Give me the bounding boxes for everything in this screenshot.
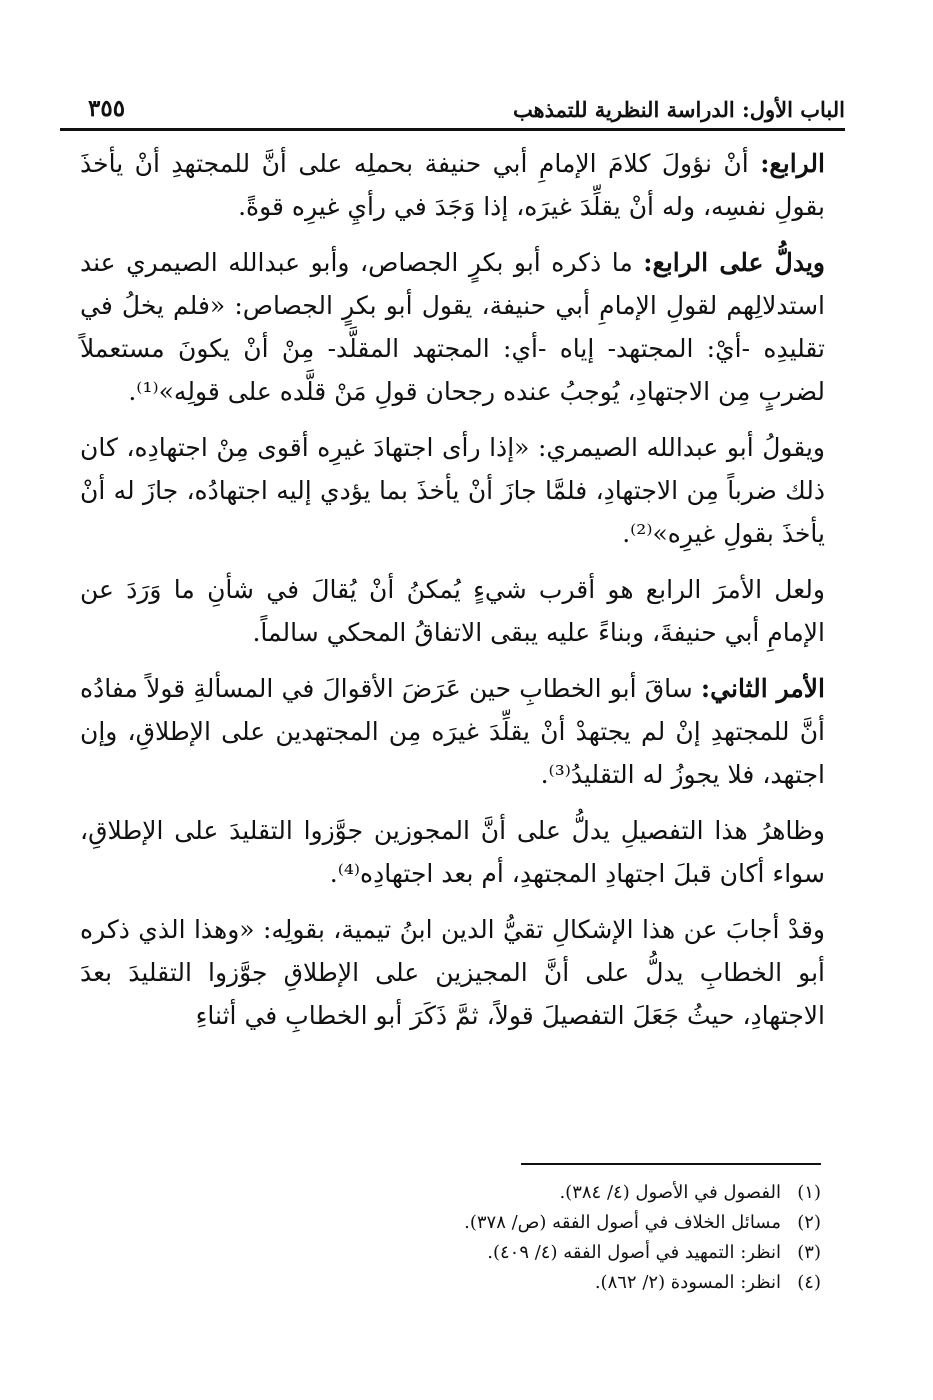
- footnote: [121, 1208, 821, 1238]
- footnote-number: (٣): [797, 1242, 821, 1263]
- paragraph-text: ولعل الأمرَ الرابع هو أقرب شيءٍ يُمكنُ أنْ يُقالَ في شأنِ ما وَرَدَ عن الإمامِ أبي حنيفةَ، وبناءً عليه يبقى الاتفاقُ المحكي سالماً.: [80, 575, 825, 647]
- footnote: [121, 1238, 821, 1268]
- footnote-number: (٤): [797, 1272, 821, 1293]
- footnote-text: الفصول في الأصول (٤/ ٣٨٤).: [559, 1182, 781, 1203]
- page-number: ٣٥٥: [88, 95, 126, 122]
- paragraph: [80, 908, 825, 1037]
- footnote-text: انظر: التمهيد في أصول الفقه (٤/ ٤٠٩).: [487, 1242, 781, 1263]
- paragraph-text: ويقولُ أبو عبدالله الصيمري: «إذا رأى اجتهادَ غيرِه أقوى مِنْ اجتهادِه، كان ذلك ضرباً مِن الاجتهادِ، فلمَّا جازَ أنْ يأخذَ بما يؤدي إليه اجتهادُه، جازَ له أنْ يأخذَ بقولِ غيرِه»⁽²⁾.: [80, 433, 825, 548]
- footnotes: [121, 1178, 821, 1298]
- paragraph: [80, 809, 825, 895]
- paragraph: [80, 142, 825, 228]
- footnote-divider: [521, 1163, 821, 1165]
- paragraph-text: ما ذكره أبو بكرٍ الجصاص، وأبو عبدالله الصيمري عند استدلالِهم لقولِ الإمامِ أبي حنيفة، يقول أبو بكرٍ الجصاص: «فلم يخلُ في تقليدِه -أيْ: المجتهد- إياه -أي: المجتهد المقلَّد- مِنْ أنْ يكونَ مستعملاً لضربٍ مِن الاجتهادِ، يُوجبُ عنده رجحان قولِ مَنْ قلَّده على قولِه»⁽¹⁾.: [80, 248, 825, 406]
- paragraph-lead: الأمر الثاني:: [700, 674, 826, 703]
- chapter-title: الباب الأول: الدراسة النظرية للتمذهب: [512, 97, 845, 122]
- footnote-text: انظر: المسودة (٢/ ٨٦٢).: [594, 1272, 781, 1293]
- paragraph: [80, 426, 825, 555]
- paragraph-text: وقدْ أجابَ عن هذا الإشكالِ تقيُّ الدين ابنُ تيمية، بقولِه: «وهذا الذي ذكره أبو الخطابِ يدلُّ على أنَّ المجيزين على الإطلاقِ جوَّزوا التقليدَ بعدَ الاجتهادِ، حيثُ جَعَلَ التفصيلَ قولاً، ثمَّ ذَكَرَ أبو الخطابِ في أثناءِ: [80, 915, 825, 1030]
- footnote-number: (٢): [797, 1212, 821, 1233]
- footnote: [121, 1178, 821, 1208]
- paragraph: [80, 568, 825, 654]
- paragraph: [80, 241, 825, 413]
- paragraph-text: وظاهرُ هذا التفصيلِ يدلُّ على أنَّ المجوزين جوَّزوا التقليدَ على الإطلاقِ، سواء أكان قبلَ اجتهادِ المجتهدِ، أم بعد اجتهادِه⁽⁴⁾.: [80, 816, 825, 888]
- footnote-number: (١): [797, 1182, 821, 1203]
- footnote-text: مسائل الخلاف في أصول الفقه (ص/ ٣٧٨).: [464, 1212, 781, 1233]
- running-header: [60, 88, 845, 131]
- main-text: [80, 142, 825, 1050]
- paragraph: [80, 667, 825, 796]
- paragraph-text: أنْ نؤولَ كلامَ الإمامِ أبي حنيفة بحملِه على أنَّ للمجتهدِ أنْ يأخذَ بقولِ نفسِه، وله أنْ يقلِّدَ غيرَه، إذا وَجَدَ في رأيِ غيرِه قوةً.: [80, 149, 825, 221]
- footnote: [121, 1268, 821, 1298]
- paragraph-lead: ويدلُّ على الرابع:: [643, 248, 825, 277]
- paragraph-lead: الرابع:: [760, 149, 825, 178]
- paragraph-text: ساقَ أبو الخطابِ حين عَرَضَ الأقوالَ في المسألةِ قولاً مفادُه أنَّ للمجتهدِ إنْ لم يجتهدْ أنْ يقلِّدَ غيرَه مِن المجتهدين على الإطلاقِ، وإن اجتهد، فلا يجوزُ له التقليدُ⁽³⁾.: [80, 674, 825, 789]
